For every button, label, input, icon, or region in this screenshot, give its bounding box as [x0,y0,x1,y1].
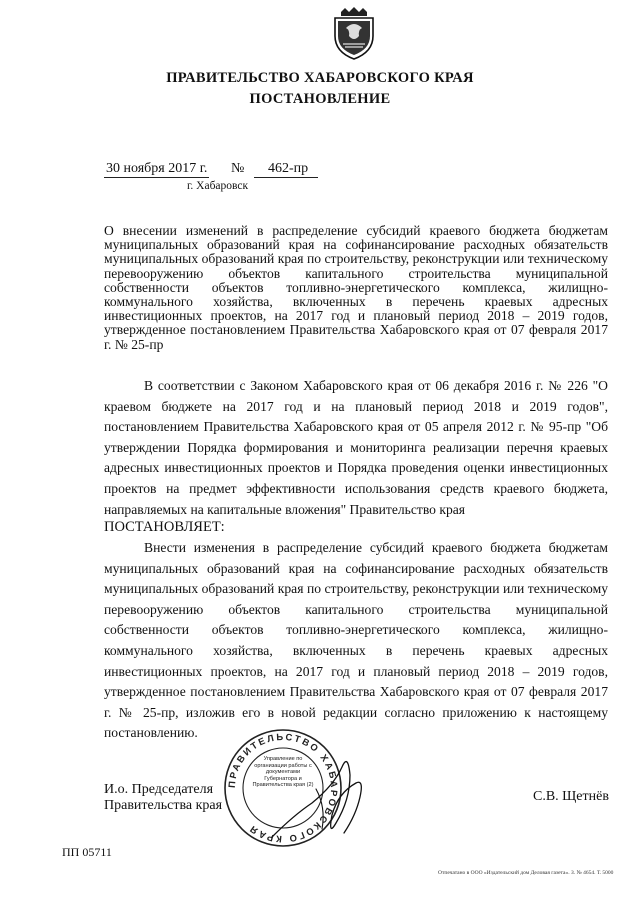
number-value: 462-пр [254,161,318,178]
stamp-ring-text: ПРАВИТЕЛЬСТВО ХАБАРОВСКОГО КРАЯ [225,730,341,846]
signatory-name: С.В. Щетнёв [533,789,609,804]
city-label: г. Хабаровск [187,180,249,192]
coat-of-arms-icon [331,6,377,60]
printer-info: Отпечатано в ООО «Издательский дом Деловая газета». З. № 4654. Т. 5000 [438,870,614,876]
resolution-paragraph: Внести изменения в распределение субсидий краевого бюджета бюджетам муниципальных образований края на софинансирование расходных обязательств муниципальных образований края по строительству, реконструкции или техническому перевооружению объектов капитального строительства муниципальной собственности объектов топливно-энергетического комплекса, жилищно-коммунального хозяйства, включенных в перечень краевых адресных инвестиционных проектов, на 2017 год и плановый период 2018 – 2019 годов, утвержденное постановлением Правительства Хабаровского края от 07 февраля 2017 г. № 25-пр, изложив его в новой редакции согласно приложению к настоящему постановлению. [104,540,608,741]
position-line-2: Правительства края [104,798,223,813]
document-code: ПП 05711 [62,845,112,859]
stamp-center-text: Управление по организации работы с документами Губернатора и Правительства края (2) [252,756,314,789]
document-date [104,161,209,177]
subject-heading: О внесении изменений в распределение субсидий краевого бюджета бюджетам муниципальных образований края на софинансирование расходных обязательств муниципальных образований края по строительству, реконструкции или техническому перевооружению объектов капитального строительства муниципальной собственности объектов топливно-энергетического комплекса, жилищно-коммунального хозяйства, включенных в перечень краевых адресных инвестиционных проектов, на 2017 год и плановый период 2018 – 2019 годов, утвержденное постановлением Правительства Хабаровского края от 07 февраля 2017 г. № 25-пр [104,223,608,352]
signatory-position [104,782,222,814]
handwritten-signature [264,745,374,850]
number-sign: № [231,161,245,176]
document-number [254,161,318,177]
document-type-title: ПОСТАНОВЛЕНИЕ [249,91,391,107]
government-title: ПРАВИТЕЛЬСТВО ХАБАРОВСКОГО КРАЯ [166,70,474,86]
position-line-1: И.о. Председателя [104,782,214,797]
date-value: 30 ноября 2017 г. [106,161,208,176]
decree-word: ПОСТАНОВЛЯЕТ: [104,519,225,535]
preamble-paragraph: В соответствии с Законом Хабаровского края от 06 декабря 2016 г. № 226 "О краевом бюджете на 2017 год и на плановый период 2018 и 2019 годов", постановлением Правительства Хабаровского края от 05 апреля 2012 г. № 95-пр "Об утверждении Порядка формирования и мониторинга реализации перечня краевых адресных инвестиционных проектов и Порядка проведения оценки инвестиционных проектов на предмет эффективности использования средств краевого бюджета, направляемых на капитальные вложения" Правительство края [104,378,608,517]
